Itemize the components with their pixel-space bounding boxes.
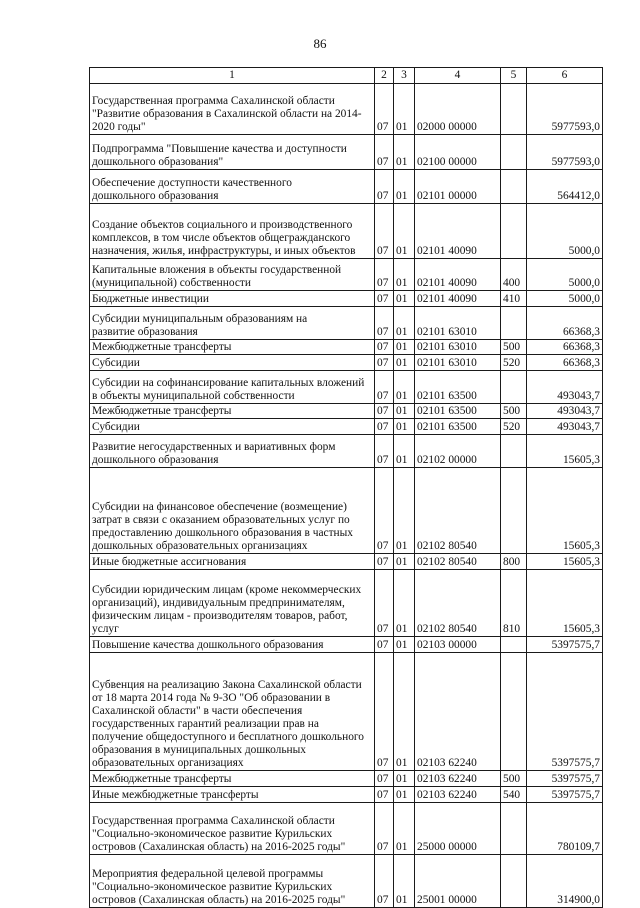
header-row bbox=[90, 68, 603, 84]
row-subsection: 01 bbox=[394, 259, 415, 291]
row-name-text: Субвенция на реализацию Закона Сахалинской области от 18 марта 2014 года № 9-ЗО "Об образовании в Сахалинской области" в части обеспечения государственных гарантий реализации прав на получение общедоступного и бесплатного дошкольного образования в муниципальных дошкольных образовательных организациях bbox=[92, 679, 364, 769]
table-row bbox=[90, 307, 603, 340]
row-amount: 15605,3 bbox=[527, 570, 603, 637]
row-subsection: 01 bbox=[394, 355, 415, 371]
row-amount: 564412,0 bbox=[527, 170, 603, 204]
row-amount: 493043,7 bbox=[527, 419, 603, 435]
row-section: 07 bbox=[375, 204, 394, 259]
row-target-code: 02101 40090 bbox=[415, 291, 501, 307]
row-subsection: 01 bbox=[394, 204, 415, 259]
row-name-text: Обеспечение доступности качественного дошкольного образования bbox=[92, 177, 292, 202]
row-name bbox=[90, 340, 375, 355]
row-name bbox=[90, 170, 375, 204]
row-name-text: Субсидии муниципальным образованиям на развитие образования bbox=[92, 313, 308, 338]
row-expense-type bbox=[501, 371, 527, 404]
row-target-code: 02101 63010 bbox=[415, 307, 501, 340]
row-amount: 314900,0 bbox=[527, 855, 603, 908]
row-target-code: 02102 80540 bbox=[415, 468, 501, 554]
table-row bbox=[90, 204, 603, 259]
table-row bbox=[90, 135, 603, 170]
row-section: 07 bbox=[375, 170, 394, 204]
row-target-code: 02101 63010 bbox=[415, 355, 501, 371]
row-name-text: Подпрограмма "Повышение качества и доступности дошкольного образования" bbox=[92, 143, 347, 168]
row-subsection: 01 bbox=[394, 435, 415, 468]
row-section: 07 bbox=[375, 653, 394, 771]
row-name bbox=[90, 291, 375, 307]
row-name bbox=[90, 787, 375, 803]
row-amount: 66368,3 bbox=[527, 340, 603, 355]
table-row bbox=[90, 468, 603, 554]
row-name-text: Иные бюджетные ассигнования bbox=[92, 556, 247, 568]
row-target-code: 02101 40090 bbox=[415, 259, 501, 291]
row-section: 07 bbox=[375, 554, 394, 570]
row-expense-type bbox=[501, 468, 527, 554]
row-name-text: Межбюджетные трансферты bbox=[92, 341, 232, 353]
table-row bbox=[90, 554, 603, 570]
row-target-code: 02101 40090 bbox=[415, 204, 501, 259]
row-subsection: 01 bbox=[394, 419, 415, 435]
row-subsection: 01 bbox=[394, 554, 415, 570]
row-expense-type: 520 bbox=[501, 419, 527, 435]
row-expense-type bbox=[501, 435, 527, 468]
row-target-code: 02101 63500 bbox=[415, 419, 501, 435]
row-section: 07 bbox=[375, 135, 394, 170]
row-section: 07 bbox=[375, 340, 394, 355]
row-section: 07 bbox=[375, 855, 394, 908]
row-target-code: 02102 00000 bbox=[415, 435, 501, 468]
row-expense-type bbox=[501, 170, 527, 204]
row-subsection: 01 bbox=[394, 468, 415, 554]
row-name bbox=[90, 355, 375, 371]
row-target-code: 02100 00000 bbox=[415, 135, 501, 170]
row-name-text: Межбюджетные трансферты bbox=[92, 773, 232, 785]
row-target-code: 02103 00000 bbox=[415, 637, 501, 653]
row-subsection: 01 bbox=[394, 371, 415, 404]
row-name bbox=[90, 554, 375, 570]
row-expense-type bbox=[501, 204, 527, 259]
row-name bbox=[90, 803, 375, 855]
row-target-code: 02103 62240 bbox=[415, 771, 501, 787]
table-row bbox=[90, 653, 603, 771]
row-name-text: Субсидии на финансовое обеспечение (возмещение) затрат в связи с оказанием образовательных услуг по предоставлению дошкольного образования в частных дошкольных образовательных организациях bbox=[92, 501, 353, 552]
row-section: 07 bbox=[375, 259, 394, 291]
row-subsection: 01 bbox=[394, 340, 415, 355]
row-section: 07 bbox=[375, 419, 394, 435]
row-name-text: Субсидии юридическим лицам (кроме некоммерческих организаций), индивидуальным предпринимателям, физическим лицам - производителям товаров, работ, услуг bbox=[92, 584, 362, 635]
row-name-text: Субсидии bbox=[92, 421, 140, 433]
row-name-text: Повышение качества дошкольного образования bbox=[92, 639, 324, 651]
row-name-text: Государственная программа Сахалинской области "Развитие образования в Сахалинской области на 2014-2020 годы" bbox=[92, 95, 362, 133]
row-name-text: Иные межбюджетные трансферты bbox=[92, 789, 259, 801]
row-section: 07 bbox=[375, 787, 394, 803]
row-amount: 66368,3 bbox=[527, 355, 603, 371]
row-name bbox=[90, 135, 375, 170]
row-name bbox=[90, 259, 375, 291]
column-header: 4 bbox=[415, 68, 501, 84]
page-number: 86 bbox=[313, 36, 327, 51]
row-name-text: Капитальные вложения в объекты государственной (муниципальной) собственности bbox=[92, 264, 342, 289]
row-amount: 15605,3 bbox=[527, 554, 603, 570]
row-expense-type bbox=[501, 855, 527, 908]
table-row bbox=[90, 371, 603, 404]
row-name bbox=[90, 404, 375, 419]
row-expense-type: 410 bbox=[501, 291, 527, 307]
row-name bbox=[90, 855, 375, 908]
row-amount: 5397575,7 bbox=[527, 771, 603, 787]
row-section: 07 bbox=[375, 291, 394, 307]
table-row bbox=[90, 84, 603, 135]
row-target-code: 02101 63500 bbox=[415, 404, 501, 419]
row-name bbox=[90, 419, 375, 435]
row-name-text: Субсидии bbox=[92, 357, 140, 369]
row-subsection: 01 bbox=[394, 291, 415, 307]
row-name bbox=[90, 84, 375, 135]
table-row bbox=[90, 291, 603, 307]
row-name bbox=[90, 468, 375, 554]
column-header: 6 bbox=[527, 68, 603, 84]
row-subsection: 01 bbox=[394, 135, 415, 170]
row-amount: 780109,7 bbox=[527, 803, 603, 855]
row-section: 07 bbox=[375, 570, 394, 637]
row-target-code: 25000 00000 bbox=[415, 803, 501, 855]
row-expense-type bbox=[501, 84, 527, 135]
row-amount: 5397575,7 bbox=[527, 637, 603, 653]
row-amount: 493043,7 bbox=[527, 371, 603, 404]
row-subsection: 01 bbox=[394, 404, 415, 419]
row-name bbox=[90, 653, 375, 771]
row-section: 07 bbox=[375, 771, 394, 787]
row-target-code: 02101 63500 bbox=[415, 371, 501, 404]
row-target-code: 02102 80540 bbox=[415, 554, 501, 570]
row-amount: 5977593,0 bbox=[527, 84, 603, 135]
row-subsection: 01 bbox=[394, 787, 415, 803]
row-section: 07 bbox=[375, 84, 394, 135]
row-name bbox=[90, 435, 375, 468]
row-amount: 5977593,0 bbox=[527, 135, 603, 170]
column-header: 1 bbox=[90, 68, 375, 84]
row-amount: 493043,7 bbox=[527, 404, 603, 419]
row-name-text: Мероприятия федеральной целевой программы "Социально-экономическое развитие Курильских островов (Сахалинская область) на 2016-2025 годы" bbox=[92, 868, 346, 906]
row-section: 07 bbox=[375, 803, 394, 855]
row-name-text: Государственная программа Сахалинской области "Социально-экономическое развитие Курильских островов (Сахалинская область) на 2016-2025 годы" bbox=[92, 815, 346, 853]
row-expense-type bbox=[501, 653, 527, 771]
row-name bbox=[90, 204, 375, 259]
row-expense-type: 810 bbox=[501, 570, 527, 637]
table-row bbox=[90, 404, 603, 419]
table-row bbox=[90, 771, 603, 787]
row-expense-type: 400 bbox=[501, 259, 527, 291]
row-expense-type bbox=[501, 135, 527, 170]
row-section: 07 bbox=[375, 404, 394, 419]
table-row bbox=[90, 435, 603, 468]
row-subsection: 01 bbox=[394, 170, 415, 204]
row-amount: 5397575,7 bbox=[527, 653, 603, 771]
row-name-text: Создание объектов социального и производственного комплексов, в том числе объектов общегражданского назначения, жилья, инфраструктуры, и иных объектов bbox=[92, 219, 356, 257]
row-subsection: 01 bbox=[394, 637, 415, 653]
row-name-text: Развитие негосударственных и вариативных форм дошкольного образования bbox=[92, 441, 336, 466]
table-row bbox=[90, 570, 603, 637]
row-target-code: 02102 80540 bbox=[415, 570, 501, 637]
row-subsection: 01 bbox=[394, 570, 415, 637]
table-row bbox=[90, 170, 603, 204]
row-name bbox=[90, 637, 375, 653]
row-expense-type bbox=[501, 803, 527, 855]
row-target-code: 25001 00000 bbox=[415, 855, 501, 908]
table-row bbox=[90, 340, 603, 355]
row-amount: 15605,3 bbox=[527, 468, 603, 554]
row-target-code: 02101 63010 bbox=[415, 340, 501, 355]
row-section: 07 bbox=[375, 637, 394, 653]
row-name bbox=[90, 570, 375, 637]
row-expense-type: 500 bbox=[501, 771, 527, 787]
table-body bbox=[90, 84, 603, 908]
row-name-text: Межбюджетные трансферты bbox=[92, 405, 232, 417]
row-target-code: 02103 62240 bbox=[415, 653, 501, 771]
column-header: 5 bbox=[501, 68, 527, 84]
row-amount: 5000,0 bbox=[527, 204, 603, 259]
row-expense-type: 540 bbox=[501, 787, 527, 803]
table-row bbox=[90, 803, 603, 855]
row-name bbox=[90, 371, 375, 404]
row-subsection: 01 bbox=[394, 653, 415, 771]
row-amount: 15605,3 bbox=[527, 435, 603, 468]
row-subsection: 01 bbox=[394, 803, 415, 855]
row-expense-type: 520 bbox=[501, 355, 527, 371]
table-row bbox=[90, 787, 603, 803]
row-expense-type: 500 bbox=[501, 340, 527, 355]
row-section: 07 bbox=[375, 371, 394, 404]
row-subsection: 01 bbox=[394, 855, 415, 908]
row-name-text: Субсидии на софинансирование капитальных вложений в объекты муниципальной собственности bbox=[92, 377, 365, 402]
row-subsection: 01 bbox=[394, 84, 415, 135]
row-amount: 66368,3 bbox=[527, 307, 603, 340]
row-amount: 5000,0 bbox=[527, 291, 603, 307]
column-header: 2 bbox=[375, 68, 394, 84]
row-expense-type bbox=[501, 637, 527, 653]
row-name bbox=[90, 307, 375, 340]
table-row bbox=[90, 419, 603, 435]
table-row bbox=[90, 355, 603, 371]
row-name bbox=[90, 771, 375, 787]
row-expense-type: 500 bbox=[501, 404, 527, 419]
row-amount: 5397575,7 bbox=[527, 787, 603, 803]
row-section: 07 bbox=[375, 468, 394, 554]
row-subsection: 01 bbox=[394, 307, 415, 340]
table-row bbox=[90, 259, 603, 291]
row-expense-type bbox=[501, 307, 527, 340]
row-section: 07 bbox=[375, 435, 394, 468]
budget-table bbox=[89, 67, 603, 908]
row-subsection: 01 bbox=[394, 771, 415, 787]
row-target-code: 02000 00000 bbox=[415, 84, 501, 135]
row-amount: 5000,0 bbox=[527, 259, 603, 291]
table-row bbox=[90, 637, 603, 653]
row-expense-type: 800 bbox=[501, 554, 527, 570]
row-name-text: Бюджетные инвестиции bbox=[92, 293, 209, 305]
row-target-code: 02103 62240 bbox=[415, 787, 501, 803]
row-section: 07 bbox=[375, 355, 394, 371]
row-target-code: 02101 00000 bbox=[415, 170, 501, 204]
table-row bbox=[90, 855, 603, 908]
column-header: 3 bbox=[394, 68, 415, 84]
row-section: 07 bbox=[375, 307, 394, 340]
